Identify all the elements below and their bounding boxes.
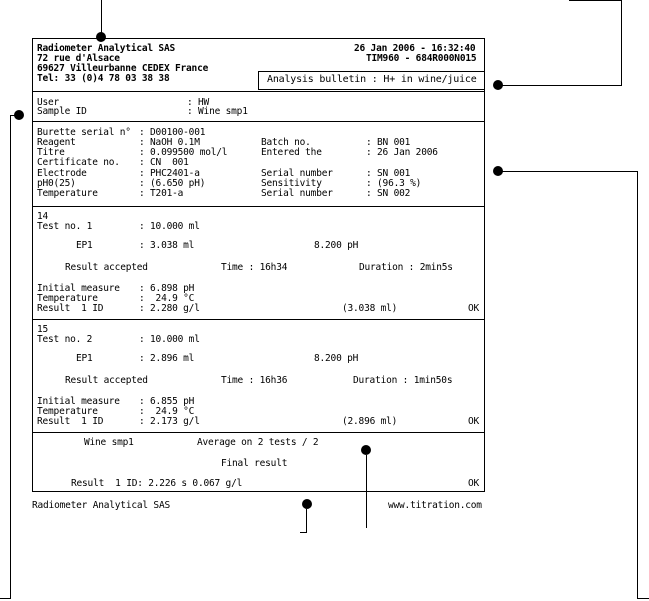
test-time: Time : 16h36 [221, 375, 288, 386]
divider-test1 [32, 319, 485, 320]
entered-value: : 26 Jan 2006 [366, 147, 438, 158]
burette-label: Burette serial n° [37, 127, 131, 138]
titre-value: : 0.099500 mol/l [139, 147, 228, 158]
burette-value: : D00100-001 [139, 127, 206, 138]
summary-average: Average on 2 tests / 2 [197, 437, 319, 448]
test-number: 15 [37, 324, 49, 335]
result-ml: (2.896 ml) [342, 416, 398, 427]
callout-dot-setup [493, 166, 503, 176]
test-temperature-value: : 24.9 °C [139, 293, 195, 304]
footer-url: www.titration.com [388, 500, 482, 511]
instrument-id: TIM960 - 684R000N015 [366, 53, 477, 64]
company-tel: Tel: 33 (0)4 78 03 38 38 [37, 73, 170, 84]
result-label: Result 1 ID [37, 416, 104, 427]
serial2-label: Serial number [261, 188, 333, 199]
result-ok: OK [468, 303, 480, 314]
initial-measure-value: : 6.898 pH [139, 283, 195, 294]
test-temperature-label: Temperature [37, 406, 98, 417]
final-result-value: Result 1 ID: 2.226 s 0.067 g/l [71, 478, 243, 489]
callout-dot-bulletin [493, 80, 503, 90]
company-street: 72 rue d'Alsace [37, 53, 120, 64]
result-ok: OK [468, 416, 480, 427]
test-label: Test no. 1 [37, 221, 93, 232]
temperature-value: : T201-a [139, 188, 184, 199]
initial-measure-label: Initial measure [37, 283, 120, 294]
entered-label: Entered the [261, 147, 322, 158]
final-result-title: Final result [221, 458, 288, 469]
serial1-label: Serial number [261, 168, 333, 179]
company-name: Radiometer Analytical SAS [37, 43, 175, 54]
callout-dot-user [14, 110, 24, 120]
callout-line-user-vertical [10, 115, 11, 599]
endpoint-label: EP1 [76, 240, 93, 251]
divider-user [32, 121, 485, 122]
titre-label: Titre [37, 147, 65, 158]
endpoint-label: EP1 [76, 353, 93, 364]
result-value: : 2.280 g/l [139, 303, 200, 314]
final-result-ok: OK [468, 478, 480, 489]
callout-line-setup-vertical [637, 171, 638, 599]
callout-dot-summary [361, 445, 371, 455]
bulletin-title: Analysis bulletin : H+ in wine/juice [267, 74, 477, 85]
callout-line-bulletin-bottom [500, 85, 622, 86]
certificate-label: Certificate no. [37, 157, 120, 168]
divider-setup [32, 206, 485, 207]
callout-line-summary [366, 455, 367, 528]
test-temperature-label: Temperature [37, 293, 98, 304]
serial1-value: : SN 001 [366, 168, 411, 179]
result-label: Result 1 ID [37, 303, 104, 314]
result-value: : 2.173 g/l [139, 416, 200, 427]
result-status: Result accepted [65, 262, 148, 273]
ph0-label: pH0(25) [37, 178, 76, 189]
callout-dot-footer [302, 499, 312, 509]
endpoint-ph: 8.200 pH [314, 353, 359, 364]
endpoint-ph: 8.200 pH [314, 240, 359, 251]
callout-line-setup-top [500, 171, 638, 172]
sample-label: Sample ID [37, 106, 87, 117]
callout-line-footer-foot [300, 532, 307, 533]
test-number: 14 [37, 211, 49, 222]
footer-company: Radiometer Analytical SAS [32, 500, 170, 511]
user-value: : HW [187, 97, 210, 108]
callout-line-bulletin-vertical [621, 0, 622, 85]
reagent-value: : NaOH 0.1M [139, 137, 200, 148]
sensitivity-label: Sensitivity [261, 178, 322, 189]
result-status: Result accepted [65, 375, 148, 386]
batch-value: : BN 001 [366, 137, 411, 148]
temperature-label: Temperature [37, 188, 98, 199]
callout-line-setup-bottom [637, 598, 649, 599]
sample-value: : Wine smp1 [187, 106, 248, 117]
electrode-label: Electrode [37, 168, 87, 179]
divider-header [32, 91, 485, 92]
batch-label: Batch no. [261, 137, 311, 148]
test-duration: Duration : 2min5s [359, 262, 453, 273]
callout-dot-header [96, 32, 106, 42]
electrode-value: : PHC2401-a [139, 168, 200, 179]
callout-line-user-bottom [0, 598, 11, 599]
endpoint-volume: : 3.038 ml [139, 240, 195, 251]
certificate-value: : CN 001 [139, 157, 189, 168]
result-ml: (3.038 ml) [342, 303, 398, 314]
callout-line-bulletin-top [569, 0, 621, 1]
sensitivity-value: : (96.3 %) [366, 178, 422, 189]
user-label: User [37, 97, 60, 108]
ph0-value: : (6.650 pH) [139, 178, 206, 189]
test-time: Time : 16h34 [221, 262, 288, 273]
report-datetime: 26 Jan 2006 - 16:32:40 [354, 43, 476, 54]
test-volume: : 10.000 ml [139, 221, 200, 232]
summary-sample: Wine smp1 [84, 437, 134, 448]
callout-line-footer [306, 509, 307, 533]
serial2-value: : SN 002 [366, 188, 411, 199]
endpoint-volume: : 2.896 ml [139, 353, 195, 364]
test-duration: Duration : 1min50s [353, 375, 453, 386]
company-city: 69627 Villeurbanne CEDEX France [37, 63, 209, 74]
initial-measure-label: Initial measure [37, 396, 120, 407]
divider-test2 [32, 432, 485, 433]
initial-measure-value: : 6.855 pH [139, 396, 195, 407]
test-label: Test no. 2 [37, 334, 93, 345]
test-volume: : 10.000 ml [139, 334, 200, 345]
reagent-label: Reagent [37, 137, 76, 148]
test-temperature-value: : 24.9 °C [139, 406, 195, 417]
